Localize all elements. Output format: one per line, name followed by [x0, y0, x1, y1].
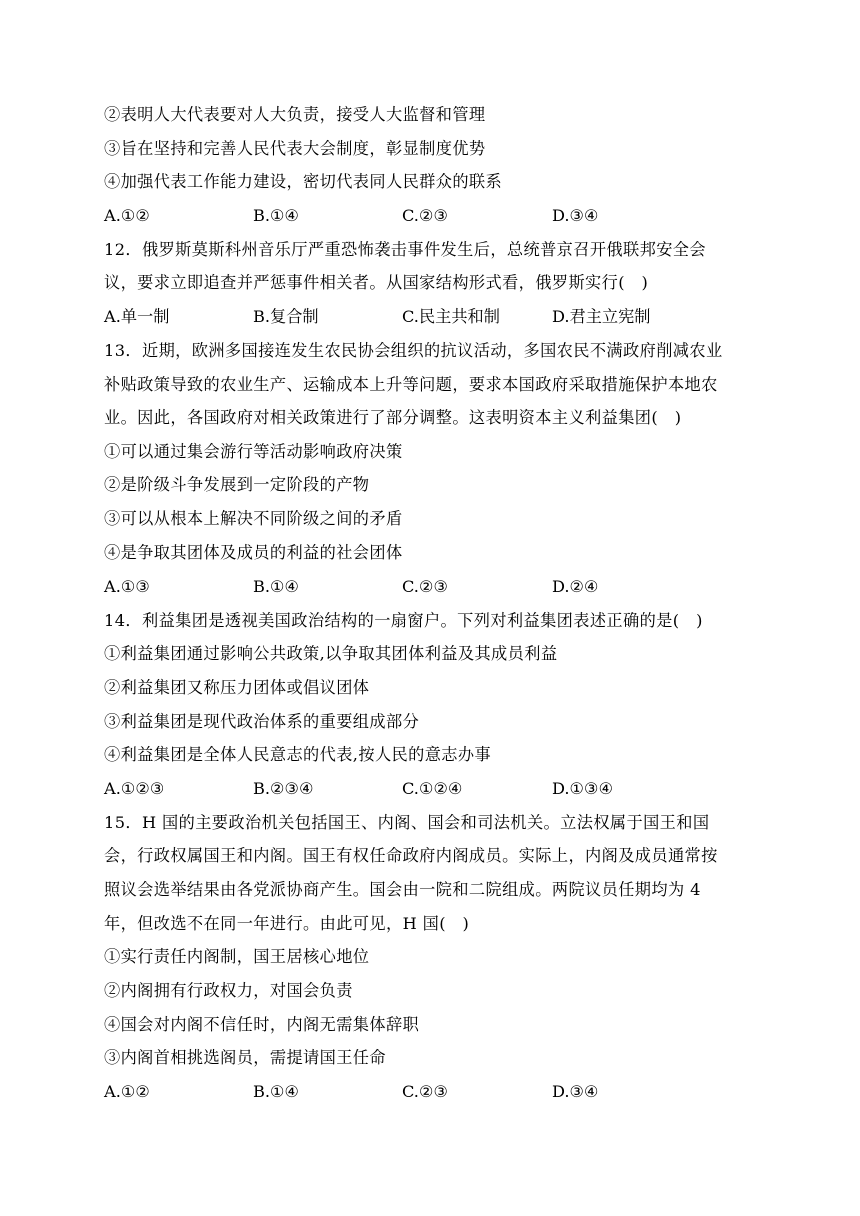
q14-option-a: A.①②③	[104, 779, 165, 798]
q13-item-4: ④是争取其团体及成员的利益的社会团体	[104, 543, 403, 562]
q14-stem-line-1: 14．利益集团是透视美国政治结构的一扇窗户。下列对利益集团表述正确的是( )	[104, 611, 703, 630]
q13-item-3: ③可以从根本上解决不同阶级之间的矛盾	[104, 509, 403, 528]
q11-options	[104, 205, 764, 227]
q13-stem-line-2: 补贴政策导致的农业生产、运输成本上升等问题，要求本国政府采取措施保护本地农	[104, 375, 718, 394]
q13-option-c: C.②③	[402, 577, 448, 596]
q12-stem-line-1: 12．俄罗斯莫斯科州音乐厅严重恐怖袭击事件发生后，总统普京召开俄联邦安全会	[104, 240, 706, 259]
q11-option-c: C.②③	[402, 206, 448, 225]
q14-option-b: B.②③④	[253, 779, 314, 798]
q12-option-c: C.民主共和制	[402, 307, 500, 326]
q13-item-1: ①可以通过集会游行等活动影响政府决策	[104, 442, 403, 461]
q15-option-c: C.②③	[402, 1082, 448, 1101]
q15-item-3: ③内阁首相挑选阁员，需提请国王任命	[104, 1048, 386, 1067]
q11-option-d: D.③④	[552, 206, 599, 225]
q11-item-3: ③旨在坚持和完善人民代表大会制度，彰显制度优势	[104, 139, 486, 158]
q12-options	[104, 306, 764, 328]
q11-item-2: ②表明人大代表要对人大负责，接受人大监督和管理	[104, 105, 486, 124]
q13-option-b: B.①④	[253, 577, 300, 596]
q15-item-4: ④国会对内阁不信任时，内阁无需集体辞职	[104, 1015, 420, 1034]
q13-item-2: ②是阶级斗争发展到一定阶段的产物	[104, 475, 370, 494]
q13-option-a: A.①③	[104, 577, 150, 596]
q13-options	[104, 576, 764, 598]
q14-item-2: ②利益集团又称压力团体或倡议团体	[104, 678, 370, 697]
q14-item-1: ①利益集团通过影响公共政策,以争取其团体利益及其成员利益	[104, 644, 558, 663]
q15-item-2: ②内阁拥有行政权力，对国会负责	[104, 981, 353, 1000]
q14-item-3: ③利益集团是现代政治体系的重要组成部分	[104, 712, 420, 731]
q15-option-a: A.①②	[104, 1082, 150, 1101]
q15-item-1: ①实行责任内阁制，国王居核心地位	[104, 947, 370, 966]
q15-option-d: D.③④	[552, 1082, 599, 1101]
q14-item-4: ④利益集团是全体人民意志的代表,按人民的意志办事	[104, 745, 492, 764]
q11-option-b: B.①④	[253, 206, 300, 225]
q14-option-c: C.①②④	[402, 779, 463, 798]
q15-stem-line-1: 15．H 国的主要政治机关包括国王、内阁、国会和司法机关。立法权属于国王和国	[104, 813, 710, 832]
q11-item-4: ④加强代表工作能力建设，密切代表同人民群众的联系	[104, 172, 503, 191]
q12-option-b: B.复合制	[253, 307, 319, 326]
q11-option-a: A.①②	[104, 206, 150, 225]
q12-option-d: D.君主立宪制	[552, 307, 651, 326]
q13-stem-line-1: 13．近期，欧洲多国接连发生农民协会组织的抗议活动，多国农民不满政府削减农业	[104, 341, 723, 360]
q15-stem-line-2: 会，行政权属国王和内阁。国王有权任命政府内阁成员。实际上，内阁及成员通常按	[104, 846, 718, 865]
q14-options	[104, 778, 764, 800]
q13-stem-line-3: 业。因此，各国政府对相关政策进行了部分调整。这表明资本主义利益集团( )	[104, 408, 682, 427]
q15-options	[104, 1081, 764, 1103]
q12-stem-line-2: 议，要求立即追查并严惩事件相关者。从国家结构形式看，俄罗斯实行( )	[104, 273, 649, 292]
q15-stem-line-4: 年，但改选不在同一年进行。由此可见，H 国( )	[104, 914, 470, 933]
q12-option-a: A.单一制	[104, 307, 170, 326]
q13-option-d: D.②④	[552, 577, 599, 596]
q14-option-d: D.①③④	[552, 779, 614, 798]
q15-option-b: B.①④	[253, 1082, 300, 1101]
q15-stem-line-3: 照议会选举结果由各党派协商产生。国会由一院和二院组成。两院议员任期均为 4	[104, 880, 701, 899]
